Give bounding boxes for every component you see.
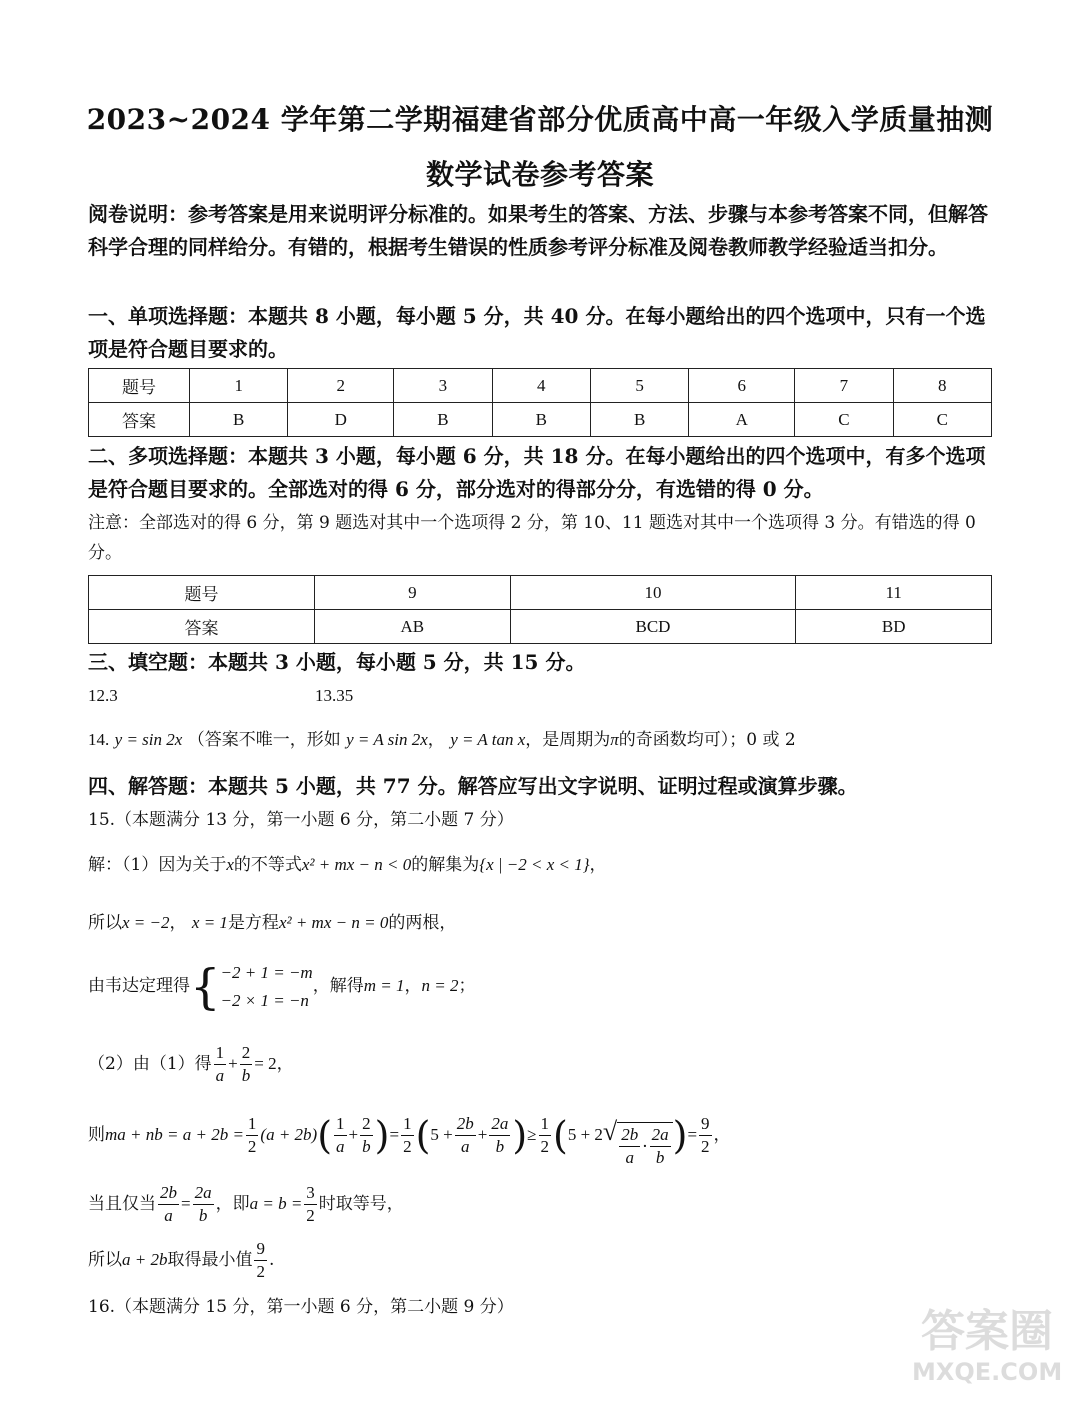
fill-answers-12-13 [88, 681, 992, 711]
question-number: 1 [190, 369, 288, 403]
q14-expression-2: y = A sin 2x [346, 730, 428, 749]
row-label-answer: 答案 [89, 403, 190, 437]
math-expr: 5 + [430, 1125, 453, 1144]
math-expr: 5 + 2 [567, 1125, 603, 1144]
numerator: 1 [539, 1113, 552, 1136]
math-x: x [226, 855, 234, 874]
numerator: 1 [246, 1113, 259, 1136]
system-eq-1: −2 + 1 = −m [220, 962, 313, 982]
q15-line-1 [88, 850, 992, 880]
math-eq: = [181, 1194, 191, 1213]
text: ， [169, 913, 187, 933]
numerator: 9 [699, 1113, 712, 1136]
fraction [360, 1113, 373, 1158]
section2-note: 注意：全部选对的得 6 分，第 9 题选对其中一个选项得 2 分，第 10、11 题选对其中一个选项得 3 分。有错选的得 0 分。 [88, 513, 976, 563]
denominator: 2 [403, 1137, 412, 1156]
fraction [240, 1042, 253, 1087]
fraction [304, 1182, 317, 1227]
denominator: b [495, 1137, 505, 1156]
table-row [89, 576, 992, 610]
fraction [193, 1182, 214, 1227]
question-number: 8 [893, 369, 991, 403]
section1-heading: 一、单项选择题：本题共 8 小题，每小题 5 分，共 40 分。在每小题给出的四个选项中，只有一个选项是符合题目要求的。 [88, 304, 986, 361]
numerator: 1 [401, 1113, 414, 1136]
fraction [254, 1238, 267, 1283]
fraction [214, 1042, 227, 1087]
row-label-question: 题号 [89, 369, 190, 403]
question-number: 7 [795, 369, 893, 403]
title-line-2: 数学试卷参考答案 [425, 158, 654, 191]
text: 由韦达定理得 [88, 976, 190, 996]
fraction [489, 1113, 510, 1158]
q14-pi: π [610, 730, 619, 749]
text: 所以 [88, 1250, 122, 1270]
q14-separator: ， [427, 730, 445, 750]
sqrt-icon: √ [602, 1117, 618, 1146]
equation-system [221, 959, 313, 1015]
math-equation: x² + mx − n = 0 [278, 913, 389, 932]
question-number: 3 [394, 369, 492, 403]
denominator: a [460, 1137, 470, 1156]
denominator: 2 [701, 1137, 710, 1156]
denominator: a [215, 1066, 225, 1085]
fraction [650, 1124, 671, 1169]
numerator: 9 [254, 1238, 267, 1261]
question-number: 10 [510, 576, 796, 610]
math-expr: a = b = [249, 1194, 303, 1213]
answer-cell: BCD [510, 610, 796, 644]
answer-cell: D [288, 403, 394, 437]
q14-expression-3: y = A tan x [450, 730, 526, 749]
math-eq: = [687, 1125, 698, 1144]
q15-header: 15.（本题满分 13 分，第一小题 6 分，第二小题 7 分） [88, 810, 514, 830]
denominator: 2 [306, 1206, 315, 1225]
q15-line-7 [88, 1236, 992, 1284]
numerator: 2a [193, 1182, 214, 1205]
numerator: 2a [489, 1113, 510, 1136]
answer-cell: C [893, 403, 991, 437]
math-inequality: x² + mx − n < 0 [301, 855, 412, 874]
q14-note: （答案不唯一，形如 [187, 730, 341, 750]
text: 则 [88, 1125, 105, 1145]
q14-number: 14. [88, 730, 110, 749]
math-root-1: x = −2 [122, 913, 170, 932]
fraction [401, 1113, 414, 1158]
answer-cell: C [795, 403, 893, 437]
fraction [619, 1124, 640, 1169]
section2-heading: 二、多项选择题：本题共 3 小题，每小题 6 分，共 18 分。在每小题给出的四个选项中，有多个选项是符合题目要求的。全部选对的得 6 分，部分选对的得部分分，有选错的得 0 分。 [88, 444, 986, 501]
system-eq-2: −2 × 1 = −n [220, 990, 309, 1010]
answer-13: 13.35 [315, 686, 354, 705]
denominator: b [362, 1137, 371, 1156]
question-number: 4 [492, 369, 590, 403]
q16-header: 16.（本题满分 15 分，第一小题 6 分，第二小题 9 分） [88, 1297, 514, 1317]
math-expr: a + 2b [122, 1250, 168, 1269]
q15-line-6 [88, 1180, 992, 1228]
answer-cell: B [492, 403, 590, 437]
numerator: 2b [619, 1124, 640, 1147]
question-number: 2 [288, 369, 394, 403]
q14-note-3: 的奇函数均可）；0 或 2 [618, 730, 796, 750]
table-row [89, 610, 992, 644]
denominator: 2 [256, 1262, 265, 1281]
watermark-logo [912, 1306, 1062, 1401]
denominator: a [336, 1137, 345, 1156]
row-label-question: 题号 [89, 576, 315, 610]
numerator: 2 [240, 1042, 253, 1065]
denominator: a [625, 1148, 634, 1167]
q14-expression: y = sin 2x [114, 730, 183, 749]
text: 所以 [88, 913, 122, 933]
math-ge: ≥ [527, 1125, 537, 1144]
text: ，即 [215, 1194, 250, 1214]
fraction [455, 1113, 476, 1158]
denominator: b [241, 1066, 251, 1085]
answer-cell: B [190, 403, 288, 437]
math-eq: = [389, 1125, 400, 1144]
math-solution-set: {x | −2 < x < 1} [479, 855, 590, 874]
fraction [158, 1182, 179, 1227]
text: （2）由（1）得 [88, 1054, 212, 1074]
text: ； [458, 976, 476, 996]
math-eq: = 2 [254, 1054, 277, 1073]
text: 时取等号， [318, 1194, 404, 1214]
q14-note-2: ，是周期为 [525, 730, 611, 750]
numerator: 2b [455, 1113, 476, 1136]
text: ， [404, 976, 422, 996]
section4-heading: 四、解答题：本题共 5 小题，共 77 分。解答应写出文字说明、证明过程或演算步骤。 [88, 774, 858, 798]
section1-answer-table [88, 368, 992, 437]
numerator: 1 [214, 1042, 227, 1065]
row-label-answer: 答案 [89, 610, 315, 644]
math-expr: (a + 2b) [260, 1125, 318, 1144]
text: ，解得 [312, 976, 364, 996]
numerator: 3 [304, 1182, 317, 1205]
question-number: 11 [796, 576, 992, 610]
left-brace-icon: { [190, 958, 221, 1015]
answer-cell: AB [315, 610, 511, 644]
table-row [89, 403, 992, 437]
fraction [246, 1113, 259, 1158]
question-number: 5 [590, 369, 688, 403]
q15-line-4: （2）由（1）得 $\frac{1}{a}$ + $\frac{2}{b}$ = 2， [88, 1043, 294, 1085]
section2-answer-table [88, 575, 992, 644]
sqrt-radicand: $\frac{2b}{a}$ · $\frac{2a}{b}$ [617, 1122, 672, 1171]
text: 的不等式 [233, 855, 302, 875]
question-number: 6 [689, 369, 795, 403]
section3-heading: 三、填空题：本题共 3 小题，每小题 5 分，共 15 分。 [88, 650, 586, 674]
answer-cell: B [590, 403, 688, 437]
watermark-text: MXQE.COM [912, 1358, 1063, 1386]
fraction [334, 1113, 347, 1158]
math-root-2: x = 1 [191, 913, 228, 932]
q15-line-3 [88, 958, 992, 1015]
table-row [89, 369, 992, 403]
text: 是方程 [227, 913, 279, 933]
q15-line-2 [88, 908, 992, 938]
math-n: n = 2 [421, 976, 459, 995]
text: ， [589, 855, 607, 875]
denominator: 2 [247, 1137, 257, 1156]
answer-cell: BD [796, 610, 992, 644]
text: ， [276, 1054, 294, 1074]
denominator: b [655, 1148, 665, 1167]
denominator: a [164, 1206, 173, 1225]
denominator: b [198, 1206, 208, 1225]
numerator: 2a [650, 1124, 671, 1147]
math-expr: ma + nb = a + 2b = [105, 1125, 244, 1144]
answer-12: 12.3 [88, 686, 118, 705]
text: . [268, 1250, 275, 1270]
q15-line-5: 则ma + nb = a + 2b = $\frac{1}{2}$ (a + 2b)( $\frac{1}{a}$ + $\frac{2}{b}$ )= $\frac{1}{2}$ (5 + $\frac{2b}{a}$ + $\frac{2a}{b}$ )≥ $\frac{1}{2}$ (5 + 2√ $\frac{2b}{a}$ · $\frac{2a}{b}$ )= $\frac{9}{2}$ ， [88, 1108, 992, 1171]
numerator: 2 [360, 1113, 373, 1136]
numerator: 1 [334, 1113, 347, 1136]
grading-note: 阅卷说明：参考答案是用来说明评分标准的。如果考生的答案、方法、步骤与本参考答案不同，但解答科学合理的同样给分。有错的，根据考生错误的性质参考评分标准及阅卷教师教学经验适当扣分。 [88, 202, 988, 259]
text: ， [713, 1125, 731, 1145]
fraction [539, 1113, 552, 1158]
numerator: 2b [158, 1182, 179, 1205]
text: 的解集为 [411, 855, 480, 875]
text: 取得最小值 [167, 1250, 253, 1270]
question-number: 9 [315, 576, 511, 610]
answer-cell: A [689, 403, 795, 437]
text: 的两根， [388, 913, 457, 933]
text: 当且仅当 [88, 1194, 156, 1214]
title-line-1: 2023~2024 学年第二学期福建省部分优质高中高一年级入学质量抽测 [86, 103, 994, 136]
watermark-cn: 答案圈 [921, 1306, 1053, 1357]
denominator: 2 [540, 1137, 549, 1156]
answer-cell: B [394, 403, 492, 437]
math-m: m = 1 [363, 976, 405, 995]
answer-14 [88, 725, 992, 755]
text: 解：（1）因为关于 [88, 855, 227, 875]
fraction [699, 1113, 712, 1158]
